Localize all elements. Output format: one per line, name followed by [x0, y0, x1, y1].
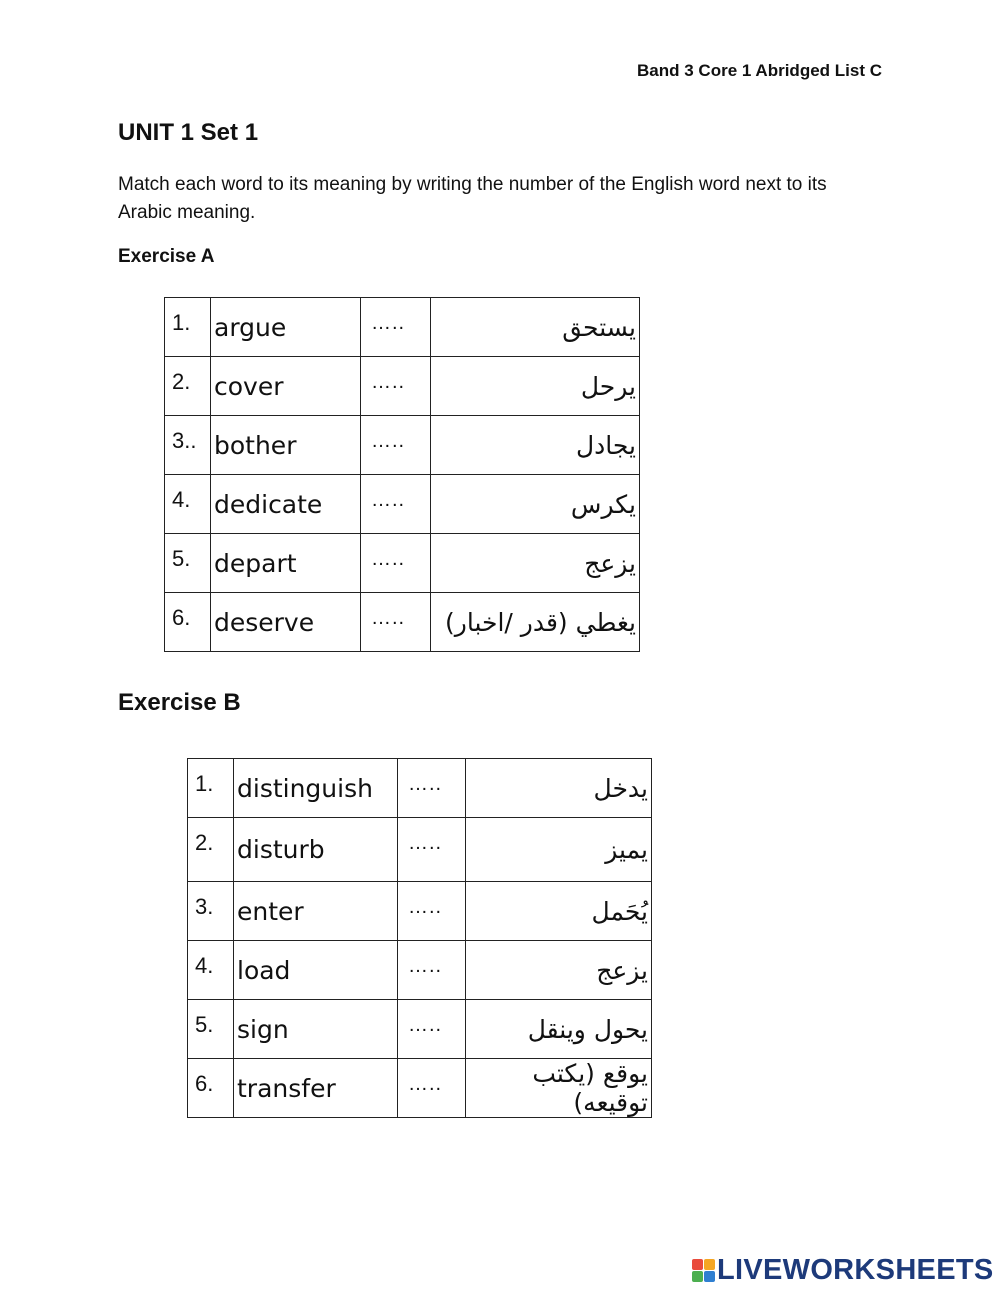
answer-blank[interactable]: …..	[361, 416, 431, 475]
logo-square-4	[704, 1271, 715, 1282]
table-row	[165, 593, 640, 652]
arabic-meaning: يوقع (يكتب توقيعه)	[466, 1059, 652, 1118]
unit-title: UNIT 1 Set 1	[118, 119, 259, 146]
table-row	[165, 534, 640, 593]
row-number: 6.	[188, 1059, 234, 1118]
row-number: 6.	[165, 593, 211, 652]
exercise-b-title: Exercise B	[118, 689, 241, 716]
english-word: disturb	[234, 818, 398, 882]
row-number: 1.	[165, 298, 211, 357]
english-word: bother	[211, 416, 361, 475]
logo-mark-icon	[692, 1259, 715, 1282]
exercise-a-title: Exercise A	[118, 246, 215, 267]
instructions: Match each word to its meaning by writing the number of the English word next to its Arabic meaning.	[118, 174, 827, 223]
logo-square-3	[692, 1271, 703, 1282]
logo-square-2	[704, 1259, 715, 1270]
english-word: argue	[211, 298, 361, 357]
header-label: Band 3 Core 1 Abridged List C	[637, 61, 882, 80]
answer-blank[interactable]: …..	[361, 593, 431, 652]
answer-blank[interactable]: …..	[398, 818, 466, 882]
arabic-meaning: يغطي (قدر /اخبار)	[431, 593, 640, 652]
answer-blank[interactable]: …..	[361, 534, 431, 593]
english-word: sign	[234, 1000, 398, 1059]
answer-blank[interactable]: …..	[398, 1000, 466, 1059]
arabic-meaning: يميز	[466, 818, 652, 882]
row-number: 4.	[165, 475, 211, 534]
table-row	[188, 1000, 652, 1059]
table-row	[188, 882, 652, 941]
row-number: 3..	[165, 416, 211, 475]
table-row	[188, 1059, 652, 1118]
logo-text: LIVEWORKSHEETS	[717, 1253, 994, 1286]
row-number: 3.	[188, 882, 234, 941]
arabic-meaning: يجادل	[431, 416, 640, 475]
logo-square-1	[692, 1259, 703, 1270]
exercise-a-table	[164, 297, 640, 652]
row-number: 5.	[165, 534, 211, 593]
english-word: dedicate	[211, 475, 361, 534]
answer-blank[interactable]: …..	[361, 475, 431, 534]
arabic-meaning: يزعج	[431, 534, 640, 593]
row-number: 4.	[188, 941, 234, 1000]
answer-blank[interactable]: …..	[398, 941, 466, 1000]
row-number: 2.	[165, 357, 211, 416]
row-number: 5.	[188, 1000, 234, 1059]
answer-blank[interactable]: …..	[398, 882, 466, 941]
english-word: deserve	[211, 593, 361, 652]
arabic-meaning: يرحل	[431, 357, 640, 416]
liveworksheets-logo	[692, 1253, 994, 1287]
answer-blank[interactable]: …..	[361, 357, 431, 416]
table-row	[165, 416, 640, 475]
table-row	[165, 357, 640, 416]
english-word: enter	[234, 882, 398, 941]
arabic-meaning: يزعج	[466, 941, 652, 1000]
table-row	[165, 475, 640, 534]
table-row	[188, 818, 652, 882]
row-number: 1.	[188, 759, 234, 818]
arabic-meaning: يُحَمل	[466, 882, 652, 941]
english-word: cover	[211, 357, 361, 416]
arabic-meaning: يكرس	[431, 475, 640, 534]
row-number: 2.	[188, 818, 234, 882]
english-word: transfer	[234, 1059, 398, 1118]
answer-blank[interactable]: …..	[361, 298, 431, 357]
table-row	[188, 941, 652, 1000]
arabic-meaning: يستحق	[431, 298, 640, 357]
arabic-meaning: يحول وينقل	[466, 1000, 652, 1059]
english-word: distinguish	[234, 759, 398, 818]
english-word: load	[234, 941, 398, 1000]
english-word: depart	[211, 534, 361, 593]
answer-blank[interactable]: …..	[398, 759, 466, 818]
exercise-b-table	[187, 758, 652, 1118]
table-row	[188, 759, 652, 818]
answer-blank[interactable]: …..	[398, 1059, 466, 1118]
table-row	[165, 298, 640, 357]
arabic-meaning: يدخل	[466, 759, 652, 818]
